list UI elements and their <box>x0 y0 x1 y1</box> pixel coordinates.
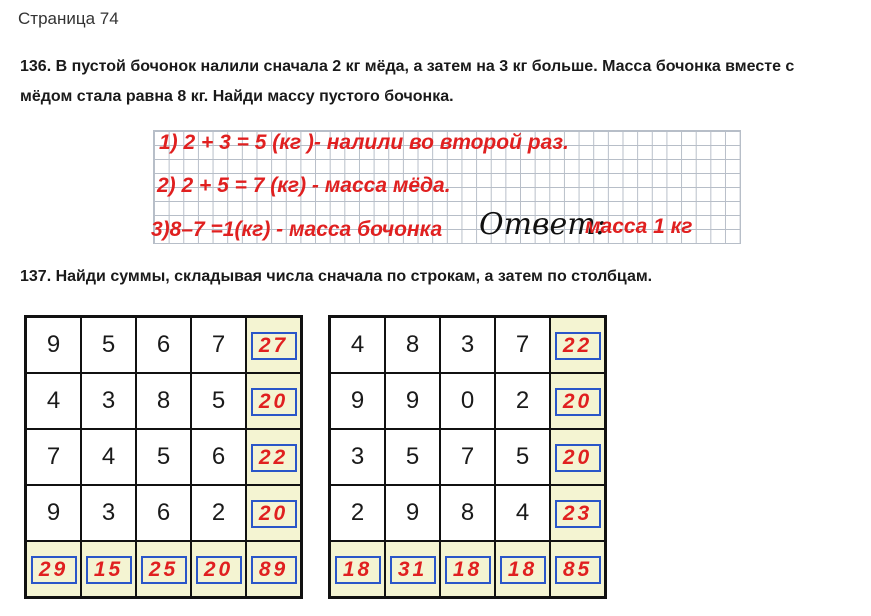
task-137-text: 137. Найди суммы, складывая числа сначала по строкам, а затем по столбцам. <box>20 268 653 285</box>
column-sum-cell <box>191 541 246 598</box>
table-cell: 3 <box>440 317 495 374</box>
total-sum-answer: 85 <box>555 556 601 584</box>
page-title: Страница 74 <box>18 9 119 28</box>
table-cell: 9 <box>26 317 82 374</box>
column-sum-cell <box>136 541 191 598</box>
column-sum-cell <box>440 541 495 598</box>
column-sum-answer: 25 <box>141 556 187 584</box>
row-sum-answer: 20 <box>555 388 601 416</box>
table-row <box>26 317 302 374</box>
table-cell: 3 <box>81 373 136 429</box>
table-cell: 3 <box>81 485 136 541</box>
solution-step-1: 1) 2 + 3 = 5 (кг )- налили во второй раз. <box>159 131 569 154</box>
total-sum-cell <box>550 541 606 598</box>
table-row <box>26 373 302 429</box>
column-sum-answer: 18 <box>335 556 381 584</box>
answer-value: масса 1 кг <box>585 215 693 238</box>
table-cell: 7 <box>26 429 82 485</box>
table-cell: 6 <box>191 429 246 485</box>
table-cell: 2 <box>330 485 386 541</box>
column-sums-row <box>26 541 302 598</box>
row-sum-cell <box>550 317 606 374</box>
column-sum-cell <box>81 541 136 598</box>
table-cell: 7 <box>495 317 550 374</box>
column-sum-answer: 20 <box>196 556 242 584</box>
table-cell: 5 <box>495 429 550 485</box>
answer-label: Ответ: <box>479 207 606 242</box>
column-sum-answer: 31 <box>390 556 436 584</box>
table-cell: 9 <box>385 485 440 541</box>
table-cell: 5 <box>191 373 246 429</box>
column-sum-cell <box>330 541 386 598</box>
table-cell: 8 <box>440 485 495 541</box>
solution-step-3: 3)8–7 =1(кг) - масса бочонка <box>151 218 443 241</box>
sum-table-2 <box>328 315 607 599</box>
column-sum-answer: 15 <box>86 556 132 584</box>
row-sum-cell <box>246 485 302 541</box>
row-sum-cell <box>246 373 302 429</box>
column-sum-answer: 18 <box>500 556 546 584</box>
column-sum-cell <box>495 541 550 598</box>
table-row <box>330 373 606 429</box>
table-cell: 4 <box>495 485 550 541</box>
total-sum-cell <box>246 541 302 598</box>
table-row <box>26 485 302 541</box>
row-sum-answer: 20 <box>251 500 297 528</box>
table-cell: 9 <box>385 373 440 429</box>
row-sum-cell <box>246 317 302 374</box>
column-sum-answer: 29 <box>31 556 77 584</box>
row-sum-cell <box>550 485 606 541</box>
table-cell: 4 <box>26 373 82 429</box>
column-sum-answer: 18 <box>445 556 491 584</box>
table-cell: 4 <box>81 429 136 485</box>
table-cell: 7 <box>440 429 495 485</box>
row-sum-answer: 22 <box>251 444 297 472</box>
table-row <box>330 317 606 374</box>
table-cell: 0 <box>440 373 495 429</box>
row-sum-cell <box>246 429 302 485</box>
table-cell: 5 <box>385 429 440 485</box>
sum-table-1 <box>24 315 303 599</box>
table-cell: 7 <box>191 317 246 374</box>
column-sum-cell <box>26 541 82 598</box>
table-cell: 8 <box>136 373 191 429</box>
table-cell: 9 <box>26 485 82 541</box>
solution-step-2: 2) 2 + 5 = 7 (кг) - масса мёда. <box>157 174 451 197</box>
table-cell: 6 <box>136 317 191 374</box>
table-cell: 5 <box>136 429 191 485</box>
total-sum-answer: 89 <box>251 556 297 584</box>
row-sum-answer: 27 <box>251 332 297 360</box>
table-cell: 5 <box>81 317 136 374</box>
table-row <box>26 429 302 485</box>
row-sum-answer: 23 <box>555 500 601 528</box>
table-row <box>330 429 606 485</box>
table-row <box>330 485 606 541</box>
table-cell: 6 <box>136 485 191 541</box>
task-136-text: 136. В пустой бочонок налили сначала 2 кг мёда, а затем на 3 кг больше. Масса бочонка вместе с мёдом стала равна 8 кг. Найди массу пустого бочонка. <box>20 58 795 105</box>
table-cell: 9 <box>330 373 386 429</box>
column-sums-row <box>330 541 606 598</box>
table-cell: 4 <box>330 317 386 374</box>
row-sum-answer: 22 <box>555 332 601 360</box>
table-cell: 2 <box>191 485 246 541</box>
table-cell: 3 <box>330 429 386 485</box>
table-cell: 2 <box>495 373 550 429</box>
row-sum-cell <box>550 429 606 485</box>
row-sum-cell <box>550 373 606 429</box>
table-cell: 8 <box>385 317 440 374</box>
row-sum-answer: 20 <box>251 388 297 416</box>
row-sum-answer: 20 <box>555 444 601 472</box>
column-sum-cell <box>385 541 440 598</box>
